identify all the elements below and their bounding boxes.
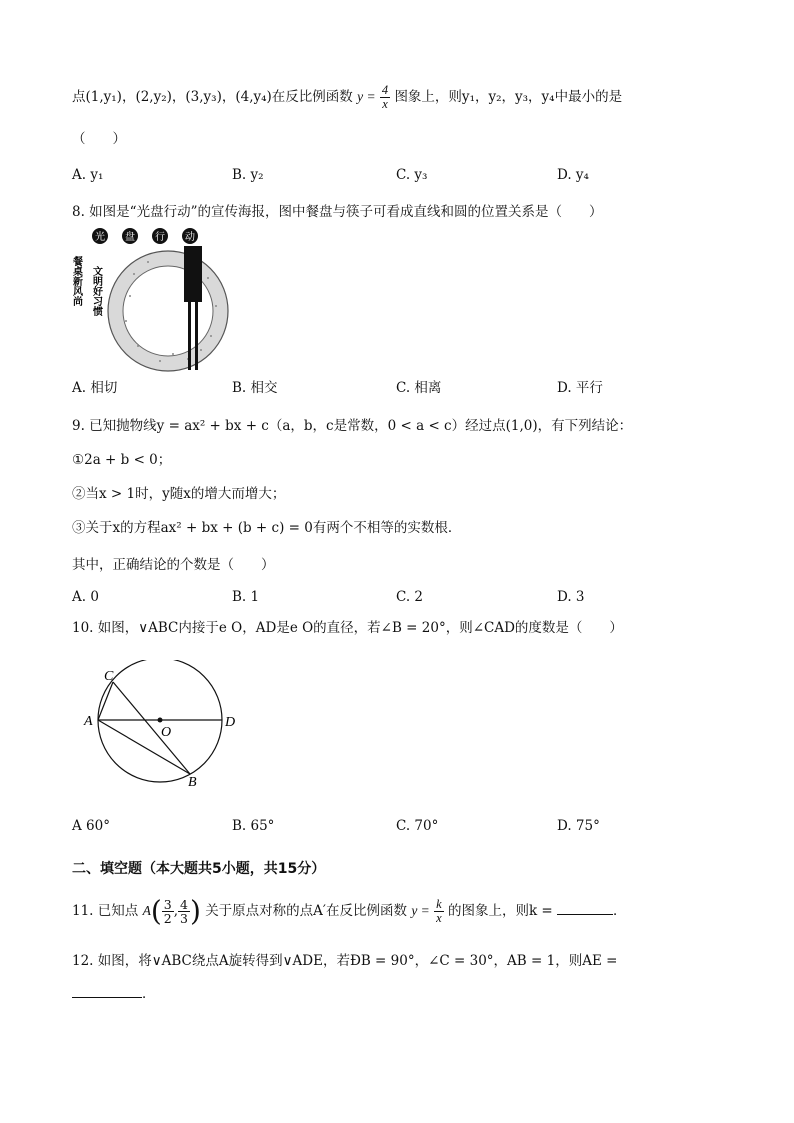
q11-left-paren: (: [150, 894, 162, 928]
q8-stem: 8. 如图是“光盘行动”的宣传海报，图中餐盘与筷子可看成直线和圆的位置关系是（ ）: [72, 204, 603, 220]
q9-option-d: D. 3: [557, 589, 585, 605]
q11-right-paren: ): [189, 894, 201, 928]
q7-option-a: A. y₁: [72, 167, 104, 183]
q9-conclusion-3: ③关于x的方程ax² + bx + (b + c) = 0有两个不相等的实数根．: [72, 520, 462, 536]
q9-question: 其中，正确结论的个数是（ ）: [72, 557, 275, 573]
q7-text-b: 图象上，则y₁，y₂，y₃，y₄中最小的是: [394, 89, 623, 105]
q8-option-a: A. 相切: [72, 380, 118, 396]
q11-line: 11. 已知点 A( $\frac{3}{2}$ , $\frac{4}{3}$ ) 关于原点对称的点A′在反比例函数 y = $\frac{k}{x}$ 的图象上，则k = ．: [72, 894, 627, 928]
q7-fraction-num: 4: [381, 83, 389, 97]
q10-stem: 10. 如图，∨ABC内接于e O，AD是e O的直径，若∠B = 20°，则∠CAD的度数是（ ）: [72, 620, 623, 636]
poster-title-char-4: 动: [185, 232, 195, 243]
q11-middle: 关于原点对称的点A′在反比例函数: [205, 903, 408, 919]
q8-poster-figure: [68, 226, 240, 372]
label-o: O: [161, 725, 172, 740]
poster-title-char-2: 盘: [125, 232, 135, 243]
q7-option-b: B. y₂: [232, 167, 264, 183]
q7-answer-paren: （ ）: [72, 131, 126, 147]
label-a: A: [84, 714, 93, 729]
label-c: C: [104, 669, 114, 684]
q7-option-c: C. y₃: [396, 167, 428, 183]
q11-post: 的图象上，则k =: [447, 903, 553, 919]
chopstick-right: [195, 302, 198, 370]
q8-option-b: B. 相交: [232, 380, 278, 396]
q11-end: ．: [613, 903, 627, 919]
poster-slogan-left: 餐桌新风尚: [70, 256, 82, 306]
q10-option-a: A 60°: [72, 818, 110, 834]
q9-option-a: A. 0: [72, 589, 99, 605]
segment-cb: [113, 682, 190, 774]
q8-option-c: C. 相离: [396, 380, 442, 396]
q11-fraction-k-den: x: [436, 911, 442, 925]
q9-conclusion-1: ①2a + b < 0；: [72, 452, 172, 468]
q10-circle-figure: [80, 660, 244, 790]
q7-option-d: D. y₄: [557, 167, 589, 183]
segment-ab: [98, 720, 190, 774]
q7-fraction: [380, 84, 390, 111]
q11-fn-lhs: y =: [411, 903, 430, 918]
q9-stem: 9. 已知抛物线y = ax² + bx + c（a，b，c是常数，0 < a < c）经过点(1,0)，有下列结论：: [72, 418, 633, 434]
poster-title-char-3: 行: [155, 232, 165, 243]
q9-conclusion-2: ②当x > 1时，y随x的增大而增大；: [72, 486, 286, 502]
q11-fraction-2-den: 3: [180, 911, 188, 926]
q7-text-a: 点(1,y₁)，(2,y₂)，(3,y₃)，(4,y₄)在反比例函数: [72, 89, 353, 105]
q11-answer-blank[interactable]: [557, 914, 613, 915]
q7-stem: [72, 84, 622, 111]
q11-fraction-1: [162, 898, 174, 925]
q11-fraction-1-num: 3: [163, 897, 172, 912]
label-d: D: [225, 715, 236, 730]
q7-fn-lhs: y =: [357, 89, 376, 104]
q12-answer-line: [72, 985, 156, 1003]
poster-slogan-right: 文明好习惯: [90, 266, 102, 316]
q11-fraction-2-num: 4: [180, 897, 188, 912]
q11-fraction-k-num: k: [436, 897, 442, 911]
chopstick-holder: [184, 246, 202, 302]
q10-option-d: D. 75°: [557, 818, 600, 834]
center-point: [158, 718, 163, 723]
q11-prefix: 11. 已知点: [72, 903, 139, 919]
label-b: B: [188, 775, 197, 790]
q10-option-c: C. 70°: [396, 818, 439, 834]
q11-fraction-k: [434, 898, 444, 925]
q11-fraction-2: [178, 898, 190, 925]
section-heading: 二、填空题（本大题共5小题，共15分）: [72, 861, 326, 877]
chopstick-left: [188, 302, 191, 370]
q12-line: 12. 如图，将∨ABC绕点A旋转得到∨ADE，若ÐB = 90°，∠C = 30°，AB = 1，则AE =: [72, 953, 618, 969]
q12-answer-blank[interactable]: [72, 997, 142, 998]
q8-option-d: D. 平行: [557, 380, 603, 396]
q12-end: ．: [142, 986, 156, 1002]
poster-title-badges: [92, 228, 198, 244]
segment-ac: [98, 682, 113, 720]
q11-fraction-1-den: 2: [163, 911, 172, 926]
q11-point-name: A: [142, 903, 151, 918]
q9-option-b: B. 1: [232, 589, 260, 605]
q10-option-b: B. 65°: [232, 818, 275, 834]
q7-fraction-den: x: [382, 97, 388, 111]
poster-title-char-1: 光: [95, 232, 105, 243]
q9-option-c: C. 2: [396, 589, 424, 605]
